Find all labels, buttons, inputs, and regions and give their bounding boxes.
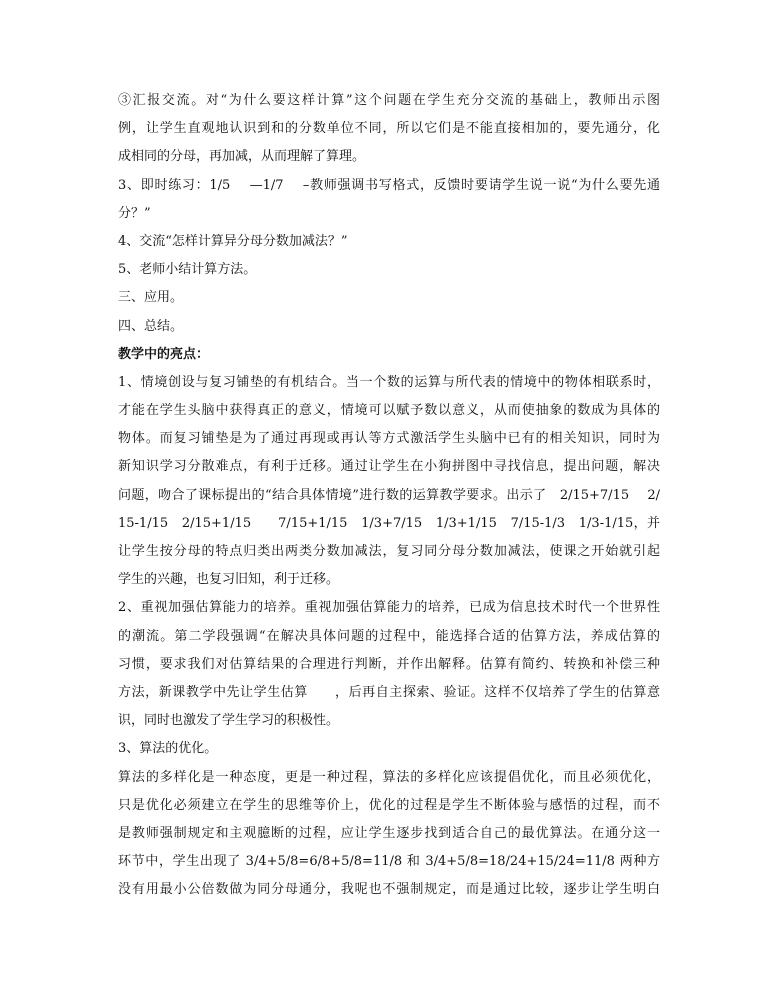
- text-line-17: 让学生按分母的特点归类出两类分数加减法，复习同分母分数加减法，使课之开始就引起: [118, 544, 660, 559]
- text-line-4: 3、即时练习：1/5 —1/7 –教师强调书写格式，反馈时要请学生说一说“为什么要先通: [118, 177, 660, 193]
- text-line-1: ③汇报交流。对“为什么要这样计算”这个问题在学生充分交流的基础上，教师出示图: [118, 93, 660, 108]
- text-line-23: 识，同时也激发了学生学习的积极性。: [118, 713, 340, 729]
- text-line-3: 成相同的分母，再加减，从而理解了算理。: [118, 149, 366, 165]
- text-line-19: 2、重视加强估算能力的培养。重视加强估算能力的培养，已成为信息技术时代一个世界性: [118, 600, 660, 616]
- text-line-20: 的潮流。第二学段强调“在解决具体问题的过程中，能选择合适的估算方法，养成估算的: [118, 628, 660, 644]
- text-line-21: 习惯，要求我们对估算结果的合理进行判断，并作出解释。估算有简约、转换和补偿三种: [118, 656, 660, 672]
- text-line-2: 例，让学生直观地认识到和的分数单位不同，所以它们是不能直接相加的，要先通分，化: [118, 121, 660, 137]
- highlights-heading: 教学中的亮点：: [118, 346, 210, 362]
- section-heading-summary: 四、总结。: [118, 318, 184, 334]
- text-line-28: 环节中，学生出现了 3/4+5/8=6/8+5/8=11/8 和 3/4+5/8=18/24+15/24=11/8 两种方: [118, 854, 660, 870]
- text-line-26: 只是优化必须建立在学生的思维等价上，优化的过程是学生不断体验与感悟的过程，而不: [118, 797, 660, 813]
- text-line-25: 算法的多样化是一种态度，更是一种过程，算法的多样化应该提倡优化，而且必须优化，: [118, 769, 660, 785]
- text-line-27: 是教师强制规定和主观臆断的过程，应让学生逐步找到适合自己的最优算法。在通分这一: [118, 825, 660, 841]
- text-line-29: 没有用最小公倍数做为同分母通分，我呢也不强制规定，而是通过比较，逐步让学生明白: [118, 882, 660, 898]
- text-line-18: 学生的兴趣，也复习旧知，利于迁移。: [118, 572, 340, 588]
- text-line-6: 4、交流“怎样计算异分母分数加减法？”: [118, 233, 348, 249]
- text-line-11: 1、情境创设与复习铺垫的有机结合。当一个数的运算与所代表的情境中的物体相联系时，: [118, 374, 660, 390]
- text-line-22: 方法，新课教学中先让学生估算 ，后再自主探索、验证。这样不仅培养了学生的估算意: [118, 684, 660, 700]
- text-line-14: 新知识学习分散难点，有利于迁移。通过让学生在小狗拼图中寻找信息，提出问题，解决: [118, 459, 660, 475]
- text-line-7: 5、老师小结计算方法。: [118, 262, 257, 278]
- section-heading-apply: 三、应用。: [118, 290, 184, 306]
- text-line-16: 15-1/15 2/15+1/15 7/15+1/15 1/3+7/15 1/3+1/15 7/15-1/3 1/3-1/15，并: [118, 515, 660, 531]
- text-line-5: 分？”: [118, 205, 151, 221]
- text-line-24: 3、算法的优化。: [118, 741, 218, 757]
- text-line-15: 问题，吻合了课标提出的“结合具体情境”进行数的运算教学要求。出示了 2/15+7/15 2/: [118, 487, 660, 503]
- text-line-13: 物体。而复习铺垫是为了通过再现或再认等方式激活学生头脑中已有的相关知识，同时为: [118, 431, 660, 447]
- text-line-12: 才能在学生头脑中获得真正的意义，情境可以赋予数以意义，从而使抽象的数成为具体的: [118, 403, 660, 419]
